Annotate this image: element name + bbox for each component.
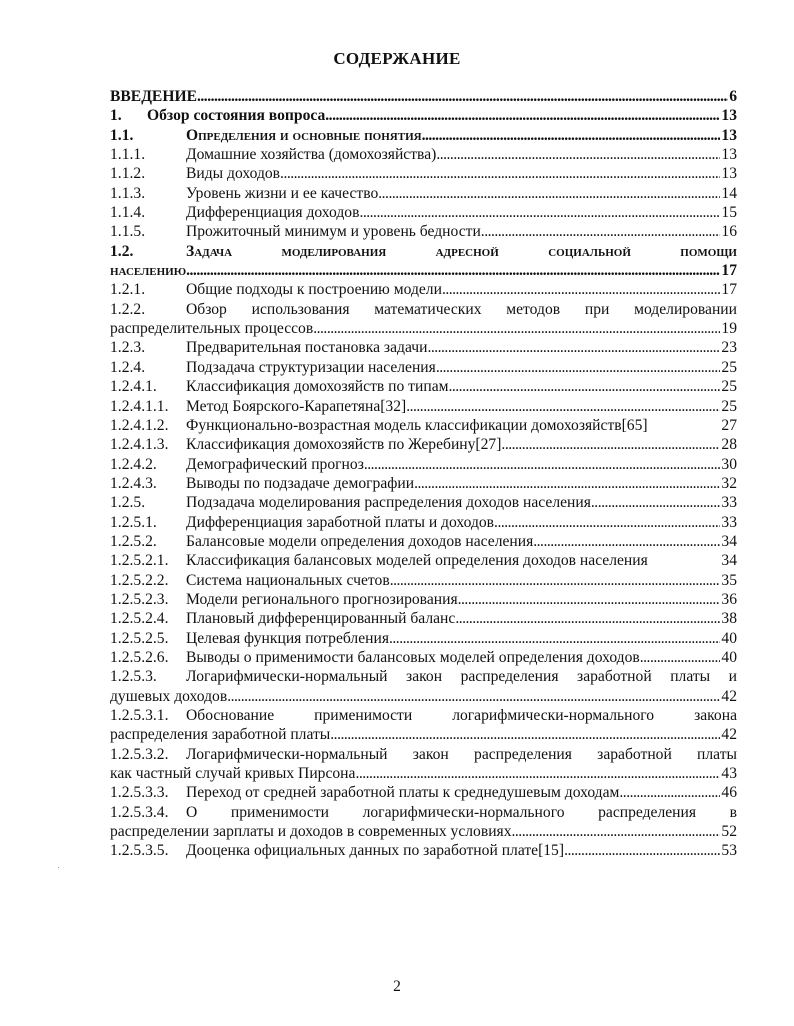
toc-entry-1-2-5-2[interactable] bbox=[110, 532, 737, 551]
entry-page: 52 bbox=[721, 823, 737, 841]
entry-text: Выводы по подзадаче демографии bbox=[186, 474, 415, 492]
entry-text: Классификация домохозяйств по типам bbox=[186, 378, 449, 396]
entry-page: 13 bbox=[721, 126, 737, 144]
entry-text: О применимости логарифмически-нормального распределения в bbox=[186, 803, 737, 821]
entry-text: Предварительная постановка задачи bbox=[186, 339, 428, 357]
entry-number: 1.2.5.3.3. bbox=[110, 784, 169, 802]
entry-text: Подзадача моделирования распределения доходов населения bbox=[186, 494, 591, 512]
entry-text: Обоснование применимости логарифмически-нормального закона bbox=[186, 707, 737, 724]
leader-dots bbox=[227, 687, 720, 706]
entry-text: Система национальных счетов bbox=[186, 571, 390, 589]
entry-text-continuation: распределении зарплаты и доходов в современных условиях bbox=[110, 823, 512, 841]
entry-page: 25 bbox=[721, 397, 737, 415]
leader-dots bbox=[648, 416, 721, 435]
entry-text: Классификация домохозяйств по Жеребину[27] bbox=[186, 436, 502, 454]
leader-dots bbox=[448, 377, 720, 396]
toc-entry-1-1-1[interactable] bbox=[110, 145, 737, 164]
leader-dots bbox=[494, 513, 720, 532]
entry-text: Прожиточный минимум и уровень бедности bbox=[186, 223, 481, 241]
entry-number: 1. bbox=[110, 107, 122, 125]
entry-page: 40 bbox=[721, 629, 737, 647]
entry-text: Переход от средней заработной платы к среднедушевым доходам bbox=[186, 784, 620, 802]
toc-entry-1[interactable] bbox=[110, 106, 737, 125]
toc-entry-1-2-5-2-2[interactable] bbox=[110, 571, 737, 590]
entry-number: 1.2.2. bbox=[110, 300, 146, 318]
toc-entry-1-2-5-3-2-continuation[interactable] bbox=[110, 764, 737, 783]
toc-entry-1-2-4[interactable] bbox=[110, 358, 737, 377]
toc-entry-1-2-4-1-1[interactable] bbox=[110, 397, 737, 416]
leader-dots bbox=[414, 474, 720, 493]
entry-text: Домашние хозяйства (домохозяйства) bbox=[186, 146, 437, 164]
entry-text-continuation: распределения заработной платы bbox=[110, 726, 331, 744]
entry-page: 17 bbox=[721, 262, 737, 280]
entry-text: Обзор использования математических методов при моделировании bbox=[186, 300, 737, 318]
toc-entry-1-2-4-1-3[interactable] bbox=[110, 435, 737, 454]
entry-number: 1.2.5.3.4. bbox=[110, 803, 169, 821]
entry-number: 1.2.5. bbox=[110, 494, 146, 512]
entry-text: Дооценка официальных данных по заработной плате[15] bbox=[186, 842, 565, 860]
leader-dots bbox=[619, 783, 720, 802]
entry-text: Дифференциация доходов bbox=[186, 204, 360, 222]
leader-dots bbox=[406, 397, 720, 416]
leader-dots bbox=[436, 358, 721, 377]
entry-text: Логарифмически-нормальный закон распределения заработной платы и bbox=[186, 668, 737, 686]
document-title: СОДЕРЖАНИЕ bbox=[333, 49, 461, 68]
entry-page: 13 bbox=[721, 165, 737, 183]
entry-number: 1.2.5.3.1. bbox=[110, 707, 169, 724]
entry-number: 1.1. bbox=[110, 126, 134, 144]
entry-page: 43 bbox=[721, 765, 737, 783]
toc-entry-1-2-4-1-2[interactable] bbox=[110, 416, 737, 435]
scan-speck bbox=[58, 867, 59, 868]
toc-entry-1-1-5[interactable] bbox=[110, 222, 737, 241]
entry-page: 15 bbox=[721, 204, 737, 222]
leader-dots bbox=[197, 87, 728, 106]
leader-dots bbox=[422, 126, 721, 145]
entry-number: 1.1.2. bbox=[110, 165, 146, 183]
entry-page: 32 bbox=[721, 474, 737, 492]
entry-page: 13 bbox=[721, 107, 737, 125]
entry-text: Метод Боярского-Карапетяна[32] bbox=[186, 397, 407, 415]
entry-number: 1.2.4.1.1. bbox=[110, 397, 169, 415]
toc-entry-1-2-4-1[interactable] bbox=[110, 377, 737, 396]
leader-dots bbox=[364, 455, 721, 474]
leader-dots bbox=[458, 590, 721, 609]
entry-text: Демографический прогноз bbox=[186, 455, 364, 473]
leader-dots bbox=[330, 725, 720, 744]
leader-dots bbox=[442, 280, 720, 299]
entry-page: 36 bbox=[721, 590, 737, 608]
toc-entry-1-2-5-2-4[interactable] bbox=[110, 609, 737, 628]
leader-dots bbox=[313, 319, 720, 338]
entry-page: 19 bbox=[721, 320, 737, 338]
toc-entry-1-2-5-3-1-continuation[interactable] bbox=[110, 725, 737, 744]
entry-text: Виды доходов bbox=[186, 165, 281, 183]
toc-entry-1-2-2-continuation[interactable] bbox=[110, 319, 737, 338]
leader-dots bbox=[389, 629, 720, 648]
entry-page: 34 bbox=[721, 532, 737, 550]
entry-text: Классификация балансовых моделей определения доходов населения bbox=[186, 552, 648, 570]
entry-number: 1.2.5.2.5. bbox=[110, 629, 169, 647]
entry-text: Подзадача структуризации населения bbox=[186, 358, 436, 376]
toc-entry-1-2-5-3-continuation[interactable] bbox=[110, 687, 737, 706]
entry-page: 35 bbox=[721, 571, 737, 589]
entry-text: Уровень жизни и ее качество bbox=[186, 184, 379, 202]
entry-number: 1.2.4. bbox=[110, 358, 146, 376]
entry-number: 1.2.5.3.2. bbox=[110, 745, 169, 763]
entry-number: 1.2.4.1. bbox=[110, 378, 157, 396]
entry-number: 1.2. bbox=[110, 242, 134, 260]
toc-entry-1-2-5-3-1[interactable] bbox=[110, 706, 737, 725]
toc-entry-1-2-5-2-1[interactable] bbox=[110, 551, 737, 570]
entry-page: 27 bbox=[721, 416, 737, 434]
toc-entry-1-1[interactable] bbox=[110, 126, 737, 145]
entry-number: 1.1.5. bbox=[110, 223, 146, 241]
entry-number: 1.1.4. bbox=[110, 204, 146, 222]
entry-text: Выводы о применимости балансовых моделей определения доходов bbox=[186, 648, 640, 666]
leader-dots bbox=[591, 493, 721, 512]
entry-text: Определения и основные понятия bbox=[186, 126, 422, 144]
entry-text-continuation: как частный случай кривых Пирсона bbox=[110, 765, 356, 783]
entry-number: 1.2.5.1. bbox=[110, 513, 157, 531]
toc-entry-1-2-3[interactable] bbox=[110, 338, 737, 357]
entry-text: Модели регионального прогнозирования bbox=[186, 590, 458, 608]
entry-page: 23 bbox=[721, 339, 737, 357]
leader-dots bbox=[533, 532, 720, 551]
entry-number: 1.2.5.2.2. bbox=[110, 571, 169, 589]
entry-number: 1.2.5.3. bbox=[110, 668, 157, 686]
entry-number: 1.2.5.2.3. bbox=[110, 590, 169, 608]
toc-entry-1-2-5-3-3[interactable] bbox=[110, 783, 737, 802]
entry-page: 13 bbox=[721, 146, 737, 164]
entry-page: 40 bbox=[721, 648, 737, 666]
entry-text-continuation: душевых доходов bbox=[110, 687, 228, 705]
toc-entry-1-2-4-2[interactable] bbox=[110, 455, 737, 474]
leader-dots bbox=[186, 261, 720, 280]
entry-text: Плановый дифференцированный баланс bbox=[186, 610, 456, 628]
leader-dots bbox=[640, 648, 721, 667]
entry-number: 1.2.1. bbox=[110, 281, 146, 299]
entry-page: 46 bbox=[721, 784, 737, 802]
entry-page: 25 bbox=[721, 358, 737, 376]
leader-dots bbox=[359, 203, 720, 222]
toc-entry-1-2-2[interactable] bbox=[110, 300, 737, 319]
leader-dots bbox=[378, 184, 720, 203]
entry-page: 6 bbox=[729, 88, 737, 105]
entry-page: 53 bbox=[721, 842, 737, 860]
toc-entry-1-2-1[interactable] bbox=[110, 280, 737, 299]
toc-entry-1-2-5-2-5[interactable] bbox=[110, 629, 737, 648]
entry-page: 28 bbox=[721, 436, 737, 454]
leader-dots bbox=[455, 609, 720, 628]
toc-entry-1-2-5[interactable] bbox=[110, 493, 737, 512]
entry-number: 1.2.4.1.3. bbox=[110, 436, 169, 454]
entry-text: Целевая функция потребления bbox=[186, 629, 390, 647]
entry-page: 14 bbox=[721, 184, 737, 202]
entry-text: ВВЕДЕНИЕ bbox=[110, 88, 197, 105]
entry-text: Функционально-возрастная модель классификации домохозяйств[65] bbox=[186, 416, 648, 434]
entry-page: 17 bbox=[721, 281, 737, 299]
entry-number: 1.1.3. bbox=[110, 184, 146, 202]
entry-number: 1.2.5.2.4. bbox=[110, 610, 169, 628]
entry-text: Дифференциация заработной платы и доходов bbox=[186, 513, 495, 531]
leader-dots bbox=[325, 106, 720, 125]
entry-page: 30 bbox=[721, 455, 737, 473]
toc-entry-1-2-5-3-5[interactable] bbox=[110, 841, 737, 860]
entry-number: 1.2.4.1.2. bbox=[110, 416, 169, 434]
leader-dots bbox=[436, 145, 720, 164]
entry-page: 42 bbox=[721, 726, 737, 744]
leader-dots bbox=[427, 338, 720, 357]
page-number: 2 bbox=[393, 978, 401, 995]
entry-text-continuation: распределительных процессов bbox=[110, 320, 314, 338]
entry-number: 1.2.4.2. bbox=[110, 455, 157, 473]
entry-page: 38 bbox=[721, 610, 737, 628]
leader-dots bbox=[648, 551, 721, 570]
leader-dots bbox=[512, 822, 721, 841]
leader-dots bbox=[390, 571, 721, 590]
entry-number: 1.2.5.2.6. bbox=[110, 648, 169, 666]
entry-number: 1.2.4.3. bbox=[110, 474, 157, 492]
toc-entry-1-2[interactable] bbox=[110, 242, 737, 261]
leader-dots bbox=[355, 764, 720, 783]
entry-page: 25 bbox=[721, 378, 737, 396]
toc-entry-1-1-2[interactable] bbox=[110, 164, 737, 183]
entry-number: 1.2.5.2.1. bbox=[110, 552, 169, 570]
toc-entry-1-1-3[interactable] bbox=[110, 184, 737, 203]
entry-page: 33 bbox=[721, 494, 737, 512]
toc-entry-introduction[interactable] bbox=[110, 87, 737, 106]
toc-entry-1-2-5-3-2[interactable] bbox=[110, 745, 737, 764]
entry-text: Задача моделирования адресной социальной помощи bbox=[186, 242, 737, 260]
toc-entry-1-2-5-3[interactable] bbox=[110, 667, 737, 686]
entry-number: 1.2.3. bbox=[110, 339, 146, 357]
entry-text: Обзор состояния вопроса bbox=[147, 107, 326, 125]
toc-entry-1-2-5-3-4[interactable] bbox=[110, 803, 737, 822]
entry-number: 1.1.1. bbox=[110, 146, 146, 164]
toc-entry-1-2-5-1[interactable] bbox=[110, 513, 737, 532]
entry-number: 1.2.5.2. bbox=[110, 532, 157, 550]
toc-entry-1-2-continuation[interactable] bbox=[110, 261, 737, 280]
entry-page: 33 bbox=[721, 513, 737, 531]
entry-text: Общие подходы к построению модели bbox=[186, 281, 442, 299]
entry-text: Балансовые модели определения доходов населения bbox=[186, 532, 534, 550]
entry-page: 34 bbox=[721, 552, 737, 570]
table-of-contents bbox=[110, 87, 737, 861]
toc-entry-1-2-5-2-6[interactable] bbox=[110, 648, 737, 667]
entry-page: 42 bbox=[721, 687, 737, 705]
leader-dots bbox=[564, 841, 720, 860]
leader-dots bbox=[280, 164, 720, 183]
leader-dots bbox=[481, 222, 721, 241]
toc-entry-1-1-4[interactable] bbox=[110, 203, 737, 222]
entry-number: 1.2.5.3.5. bbox=[110, 842, 169, 860]
toc-entry-1-2-4-3[interactable] bbox=[110, 474, 737, 493]
entry-text: Логарифмически-нормальный закон распределения заработной платы bbox=[186, 745, 737, 763]
entry-page: 16 bbox=[721, 223, 737, 241]
toc-entry-1-2-5-2-3[interactable] bbox=[110, 590, 737, 609]
leader-dots bbox=[501, 435, 720, 454]
entry-text-continuation: населению bbox=[110, 262, 187, 280]
toc-entry-1-2-5-3-4-continuation[interactable] bbox=[110, 822, 737, 841]
